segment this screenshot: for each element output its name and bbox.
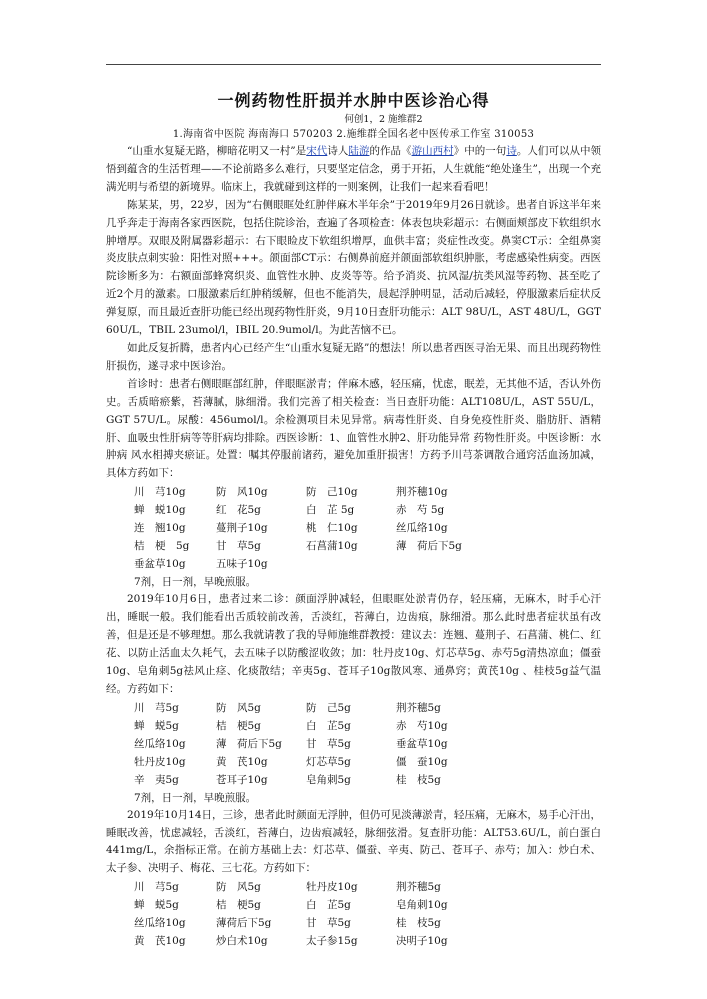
herb-item: 薄 荷后下5g — [216, 737, 282, 750]
herb-item: 垂盆草10g — [134, 558, 186, 571]
third-visit-paragraph: 2019年10月14日，三诊，患者此时颜面无浮肿，但仍可见淡薄淤青，轻压痛，无麻木，易手心汗出，睡眠改善，忧虑减轻，舌淡红，苔薄白，边齿痕减轻，脉细弦滑。复查肝功能：ALT53.6U/L，前白蛋白441mg/L，余指标正常。在前方基础上去：灯芯草、僵蚕、辛夷、防己、苍耳子、赤芍；加入：炒白术、太子参、决明子、梅花、三七花。方药如下： — [106, 808, 601, 875]
herb-item: 桔 梗5g — [216, 719, 261, 732]
inline-link[interactable]: 游山西村 — [411, 145, 454, 157]
herb-item: 白 芷 5g — [306, 504, 355, 517]
herb-row — [106, 537, 601, 555]
herb-row — [106, 735, 601, 753]
herb-item: 赤 芍 5g — [396, 504, 445, 517]
herb-item: 丝瓜络10g — [396, 522, 448, 535]
article-title: 一例药物性肝损并水肿中医诊治心得 — [217, 91, 490, 110]
intro-paragraph — [106, 143, 601, 197]
herb-item: 蝉 蜕5g — [134, 719, 179, 732]
herb-row — [106, 555, 601, 573]
header-rule — [106, 64, 601, 65]
herb-item: 垂盆草10g — [396, 737, 448, 750]
intro-text-segment: 》中的一句 — [453, 145, 507, 157]
inline-link[interactable]: 宋代 — [306, 145, 328, 157]
herb-item: 防 己5g — [306, 701, 351, 714]
herb-item: 桔 梗 5g — [134, 540, 190, 553]
herb-item: 红 花5g — [216, 504, 261, 517]
herb-row — [106, 717, 601, 735]
herb-row — [106, 483, 601, 501]
herb-item: 炒白术10g — [216, 935, 268, 948]
herb-row — [106, 878, 601, 896]
prescription-1-note: 7剂，日一剂，早晚煎服。 — [134, 576, 257, 589]
herb-item: 赤 芍10g — [396, 719, 448, 732]
herb-row — [106, 771, 601, 789]
herb-item: 白 芷5g — [306, 899, 351, 912]
intro-text-segment: 。人们可以从中领悟到蕴含的生活哲理——不论前路多么难行，只要坚定信念，勇于开拓，人生就能“绝处逢生”，出现一个充满光明与希望的新境界。临床上，我就碰到这样的一则案例，让我们一起来看看吧！ — [106, 145, 602, 193]
herb-item: 防 风5g — [216, 701, 261, 714]
herb-item: 桂 枝5g — [396, 917, 441, 930]
herb-item: 石菖蒲10g — [306, 540, 358, 553]
herb-row — [106, 932, 601, 950]
herb-item: 川 芎5g — [134, 701, 179, 714]
intro-text-segment: “山重水复疑无路，柳暗花明又一村”是 — [127, 145, 307, 157]
first-visit-paragraph: 首诊时：患者右侧眼眶部红肿，伴眼眶淤青；伴麻木感，轻压痛，忧虑，眠差，无其他不适，否认外伤史。舌质暗瘀紫，苔薄腻，脉细滑。我们完善了相关检查：当日查肝功能：ALT108U/L，AST 55U/L，GGT 57U/L。尿酸：456umol/l。余检测项目未见异常。病毒性肝炎、自身免疫性肝炎、脂肪肝、酒精肝、血吸虫性肝病等等肝病均排除。西医诊断：1、血管性水肿2、肝功能异常 药物性肝炎。中医诊断：水肿病 风水相搏夹瘀证。处置：嘱其停服前诸药，避免加重肝损害！方药予川芎茶调散合通窍活血汤加减，具体方药如下： — [106, 377, 601, 480]
herb-item: 皂角刺10g — [396, 899, 448, 912]
herb-item: 薄荷后下5g — [216, 917, 272, 930]
herb-item: 皂角刺5g — [306, 773, 351, 786]
motivation-paragraph: 如此反复折腾，患者内心已经产生“山重水复疑无路”的想法！所以患者西医寻治无果、而且出现药物性肝损伤，遂寻求中医诊治。 — [106, 341, 601, 372]
herb-item: 丝瓜络10g — [134, 737, 186, 750]
herb-item: 川 芎5g — [134, 881, 179, 894]
herb-item: 荆芥穗10g — [396, 486, 448, 499]
herb-item: 防 己10g — [306, 486, 358, 499]
intro-text-segment: 的作品《 — [369, 145, 412, 157]
second-visit-paragraph: 2019年10月6日，患者过来二诊：颜面浮肿减轻，但眼眶处淤青仍存，轻压痛，无麻木，时手心汗出，睡眠一般。我们能看出舌质较前改善，舌淡红，苔薄白，边齿痕，脉细滑。那么此时患者症状虽有改善，但是还是不够理想。那么我就请教了我的导师施维群教授：建议去：连翘、蔓荆子、石菖蒲、桃仁、红花、以防止活血太久耗气，去五味子以防酸涩收敛；加：牡丹皮10g、灯芯草5g、赤芍5g清热凉血；僵蚕10g、皂角刺5g祛风止痉、化痰散结；辛夷5g、苍耳子10g散风寒、通鼻窍；黄芪10g 、桂枝5g益气温经。方药如下： — [106, 593, 601, 695]
herb-row — [106, 753, 601, 771]
herb-item: 桔 梗5g — [216, 899, 261, 912]
herb-item: 川 芎10g — [134, 486, 186, 499]
herb-item: 蔓荆子10g — [216, 522, 268, 535]
prescription-1 — [106, 483, 601, 573]
herb-row — [106, 699, 601, 717]
prescription-2 — [106, 699, 601, 789]
herb-item: 甘 草5g — [306, 917, 351, 930]
herb-item: 薄 荷后下5g — [396, 540, 462, 553]
herb-item: 蝉 蜕5g — [134, 899, 179, 912]
herb-item: 荆芥穗5g — [396, 701, 441, 714]
herb-item: 灯芯草5g — [306, 755, 351, 768]
herb-item: 僵 蚕10g — [396, 755, 448, 768]
herb-item: 防 风5g — [216, 881, 261, 894]
intro-text-segment: 诗人 — [327, 145, 349, 157]
herb-item: 桂 枝5g — [396, 773, 441, 786]
herb-row — [106, 519, 601, 537]
author-line: 何创1，2 施维群2 — [344, 114, 423, 125]
herb-item: 蝉 蜕10g — [134, 504, 186, 517]
herb-item: 黄 芪10g — [134, 935, 186, 948]
herb-item: 甘 草5g — [216, 540, 261, 553]
prescription-3 — [106, 878, 601, 950]
inline-link[interactable]: 诗 — [506, 145, 517, 157]
herb-row — [106, 914, 601, 932]
herb-item: 太子参15g — [306, 935, 358, 948]
herb-item: 五味子10g — [216, 558, 268, 571]
herb-item: 防 风10g — [216, 486, 268, 499]
herb-item: 决明子10g — [396, 935, 448, 948]
prescription-2-note: 7剂，日一剂，早晚煎服。 — [134, 791, 257, 804]
herb-item: 牡丹皮10g — [306, 881, 358, 894]
herb-item: 荆芥穗5g — [396, 881, 441, 894]
herb-item: 黄 芪10g — [216, 755, 268, 768]
herb-item: 苍耳子10g — [216, 773, 268, 786]
herb-item: 白 芷5g — [306, 719, 351, 732]
affiliation-line: 1.海南省中医院 海南海口 570203 2.施维群全国名老中医传承工作室 310053 — [172, 129, 535, 140]
herb-item: 丝瓜络10g — [134, 917, 186, 930]
inline-link[interactable]: 陆游 — [348, 145, 370, 157]
herb-item: 连 翘10g — [134, 522, 186, 535]
article — [106, 86, 601, 950]
herb-item: 桃 仁10g — [306, 522, 358, 535]
herb-item: 辛 夷5g — [134, 773, 179, 786]
herb-row — [106, 896, 601, 914]
herb-item: 甘 草5g — [306, 737, 351, 750]
herb-item: 牡丹皮10g — [134, 755, 186, 768]
herb-row — [106, 501, 601, 519]
case-paragraph: 陈某某，男，22岁，因为“右侧眼眶处红肿伴麻木半年余”于2019年9月26日就诊。患者自诉这半年来几乎奔走于海南各家西医院，包括住院诊治，查遍了各项检查：体表包块彩超示：右侧面颊部皮下软组织水肿增厚。双眼及附属器彩超示：右下眼睑皮下软组织增厚，血供丰富；炎症性改变。鼻窦CT示：全组鼻窦炎皮肤点刺实验：阳性对照+++。颌面部CT示：右侧鼻前庭并颌面部软组织肿胀，考虑感染性病变。西医院诊断多为：右额面部蜂窝织炎、血管性水肿、皮炎等等。给予消炎、抗风湿/抗类风湿等药物、甚至吃了近2个月的激素。口服激素后红肿稍缓解，但也不能消失，晨起浮肿明显，活动后减轻，停服激素后症状反弹复原，而且最近查肝功能已经出现药物性肝炎，9月10日查肝功能示：ALT 98U/L，AST 48U/L，GGT 60U/L，TBIL 23umol/l，IBIL 20.9umol/l。为此苦恼不已。 — [106, 198, 601, 337]
